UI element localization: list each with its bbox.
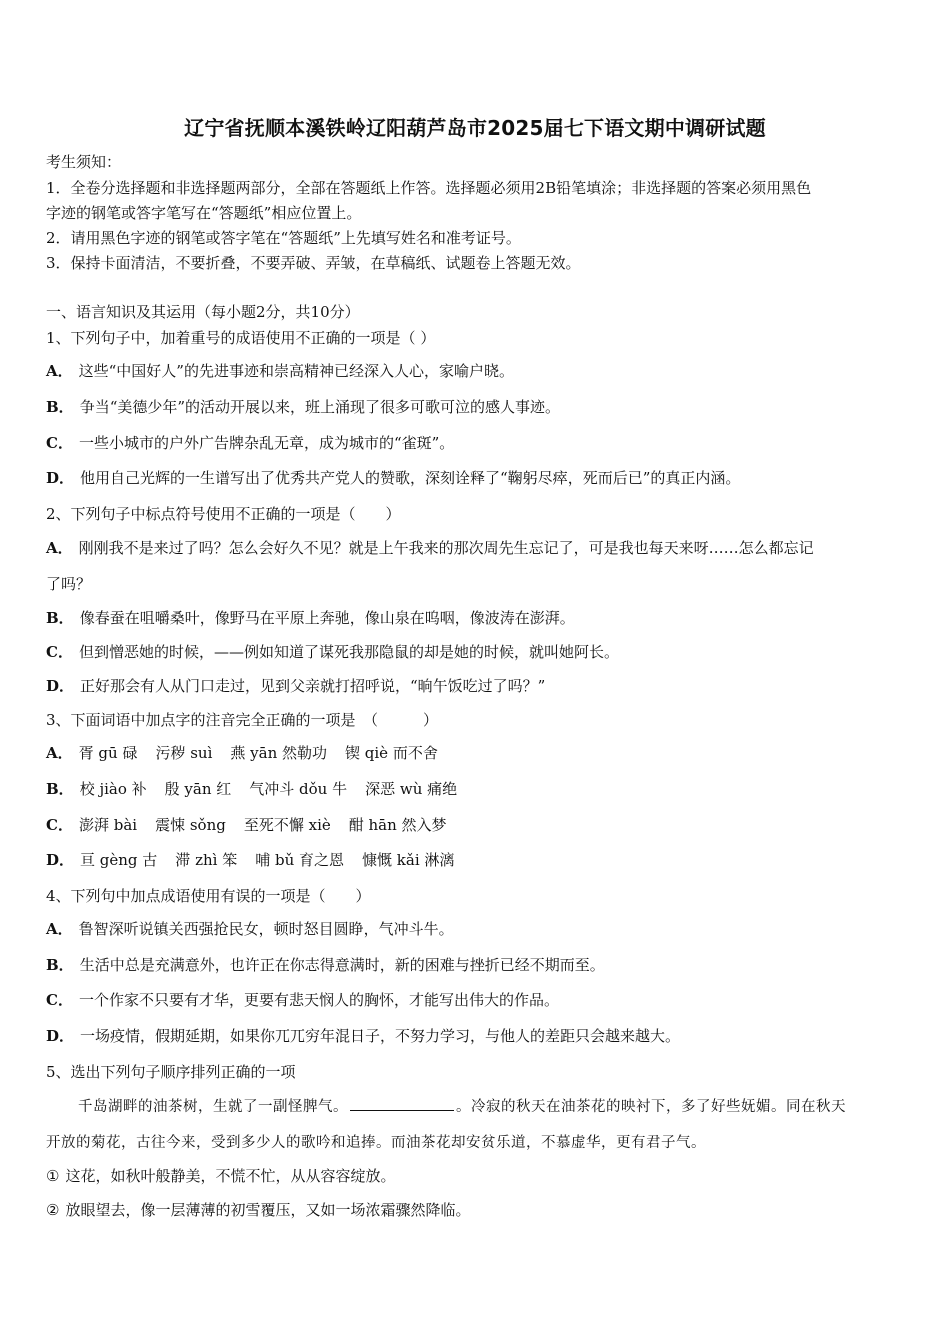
q5-passage-line-1: [78, 1095, 904, 1116]
q3-option-b[interactable]: [46, 778, 904, 799]
option-letter: D．: [46, 851, 75, 869]
word: 殷 yān 红: [164, 780, 232, 798]
word: 哺 bǔ 育之恩: [255, 851, 345, 869]
q2-option-a[interactable]: [46, 537, 904, 558]
word: 慷慨 kǎi 淋漓: [362, 851, 455, 869]
option-text: 鲁智深听说镇关西强抢民女，顿时怒目圆睁，气冲斗牛。: [78, 920, 454, 938]
word: 燕 yān 然勒功: [230, 744, 328, 762]
word: 深恶 wù 痛绝: [365, 780, 458, 798]
word: 污秽 suì: [155, 744, 213, 762]
option-letter: D．: [46, 677, 75, 695]
q4-option-b[interactable]: [46, 954, 904, 975]
notice-item: 字迹的钢笔或答字笔写在“答题纸”相应位置上。: [46, 204, 362, 222]
option-text: 他用自己光辉的一生谱写出了优秀共产党人的赞歌，深刻诠释了“鞠躬尽瘁，死而后已”的真正内涵。: [80, 469, 741, 487]
q1-option-a[interactable]: [46, 360, 904, 381]
word: 气冲斗 dǒu 牛: [249, 780, 348, 798]
word: 校 jiào 补: [79, 780, 147, 798]
word: 酣 hān 然入梦: [348, 816, 447, 834]
item-number: ②: [46, 1201, 60, 1219]
option-text: 正好那会有人从门口走过，见到父亲就打招呼说，“晌午饭吃过了吗？”: [80, 677, 546, 695]
section-heading: 一、语言知识及其运用（每小题2分，共10分）: [46, 303, 360, 321]
option-letter: A．: [46, 744, 73, 762]
word: 滞 zhì 笨: [175, 851, 238, 869]
option-letter: C．: [46, 434, 73, 452]
notice-item: 1．全卷分选择题和非选择题两部分，全部在答题纸上作答。选择题必须用2B铅笔填涂；非选择题的答案必须用黑色: [46, 179, 812, 197]
word: 亘 gèng 古: [80, 851, 158, 869]
q5-item-2: [46, 1199, 904, 1220]
q5-item-1: [46, 1165, 904, 1186]
q1-option-b[interactable]: [46, 396, 904, 417]
option-letter: B．: [46, 956, 74, 974]
option-letter: B．: [46, 398, 74, 416]
passage-text: 千岛湖畔的油茶树，生就了一副怪脾气。: [78, 1099, 348, 1115]
q2-option-b[interactable]: [46, 607, 904, 628]
option-letter: C．: [46, 991, 73, 1009]
word: 至死不懈 xiè: [243, 816, 331, 834]
question-4-stem: 4、下列句中加点成语使用有误的一项是（ ）: [46, 887, 371, 905]
option-letter: B．: [46, 609, 74, 627]
option-letter: D．: [46, 469, 75, 487]
q3-option-d[interactable]: [46, 849, 904, 870]
q2-option-d[interactable]: [46, 675, 904, 696]
option-letter: C．: [46, 643, 73, 661]
notice-item: 3．保持卡面清洁，不要折叠，不要弄破、弄皱，在草稿纸、试题卷上答题无效。: [46, 254, 581, 272]
item-text: 放眼望去，像一层薄薄的初雪覆压，又如一场浓霜骤然降临。: [65, 1201, 471, 1219]
option-letter: B．: [46, 780, 74, 798]
exam-title: 辽宁省抚顺本溪铁岭辽阳葫芦岛市2025届七下语文期中调研试题: [184, 116, 766, 140]
fill-blank[interactable]: [350, 1096, 454, 1111]
q3-option-c[interactable]: [46, 814, 904, 835]
question-5-stem: 5、选出下列句子顺序排列正确的一项: [46, 1063, 296, 1081]
option-letter: A．: [46, 920, 73, 938]
q1-option-c[interactable]: [46, 432, 904, 453]
q5-passage-line-2: 开放的菊花，古往今来，受到多少人的歌吟和追捧。而油茶花却安贫乐道，不慕虚华，更有君子气。: [46, 1135, 706, 1151]
option-letter: A．: [46, 539, 73, 557]
q4-option-a[interactable]: [46, 918, 904, 939]
passage-text: 。冷寂的秋天在油茶花的映衬下，多了好些妩媚。同在秋天: [456, 1099, 846, 1115]
option-text: 生活中总是充满意外，也许正在你志得意满时，新的困难与挫折已经不期而至。: [79, 956, 605, 974]
option-text: 一个作家不只要有才华，更要有悲天悯人的胸怀，才能写出伟大的作品。: [78, 991, 559, 1009]
q3-option-a[interactable]: [46, 742, 904, 763]
option-letter: A．: [46, 362, 73, 380]
q2-option-a-continued: 了吗？: [46, 575, 92, 593]
q1-option-d[interactable]: [46, 467, 904, 488]
notice-heading: 考生须知：: [46, 153, 122, 171]
option-letter: D．: [46, 1027, 75, 1045]
option-text: 一些小城市的户外广告牌杂乱无章，成为城市的“雀斑”。: [78, 434, 455, 452]
option-text: 但到憎恶她的时候，——例如知道了谋死我那隐鼠的却是她的时候，就叫她阿长。: [78, 643, 619, 661]
q2-option-c[interactable]: [46, 641, 904, 662]
word: 锲 qiè 而不舍: [345, 744, 438, 762]
question-1-stem: 1、下列句子中，加着重号的成语使用不正确的一项是（ ）: [46, 329, 436, 347]
q4-option-d[interactable]: [46, 1025, 904, 1046]
q4-option-c[interactable]: [46, 989, 904, 1010]
notice-item: 2．请用黑色字迹的钢笔或答字笔在“答题纸”上先填写姓名和准考证号。: [46, 229, 521, 247]
item-number: ①: [46, 1167, 60, 1185]
word: 胥 gū 碌: [78, 744, 138, 762]
item-text: 这花，如秋叶般静美，不慌不忙，从从容容绽放。: [65, 1167, 396, 1185]
option-letter: C．: [46, 816, 73, 834]
option-text: 一场疫情，假期延期，如果你兀兀穷年混日子，不努力学习，与他人的差距只会越来越大。: [80, 1027, 681, 1045]
option-text: 这些“中国好人”的先进事迹和崇高精神已经深入人心，家喻户晓。: [78, 362, 514, 380]
option-text: 争当“美德少年”的活动开展以来，班上涌现了很多可歌可泣的感人事迹。: [79, 398, 561, 416]
question-3-stem: 3、下面词语中加点字的注音完全正确的一项是 （ ）: [46, 711, 439, 729]
option-text: 像春蚕在咀嚼桑叶，像野马在平原上奔驰，像山泉在呜咽，像波涛在澎湃。: [79, 609, 575, 627]
word: 震悚 sǒng: [155, 816, 226, 834]
question-2-stem: 2、下列句子中标点符号使用不正确的一项是（ ）: [46, 505, 401, 523]
option-text: 刚刚我不是来过了吗？怎么会好久不见？就是上午我来的那次周先生忘记了，可是我也每天来呀……怎么都忘记: [78, 539, 814, 557]
word: 澎湃 bài: [78, 816, 138, 834]
